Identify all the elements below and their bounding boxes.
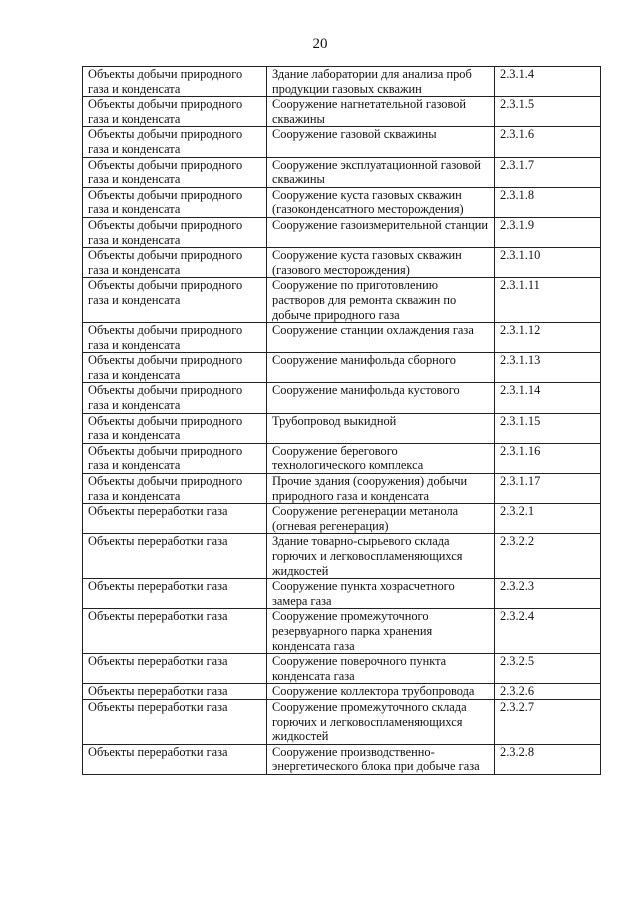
- table-row: [83, 67, 601, 97]
- object-category-cell: Объекты добычи природного газа и конденсата: [83, 187, 267, 217]
- object-category-cell: Объекты добычи природного газа и конденсата: [83, 413, 267, 443]
- object-code-cell: 2.3.2.4: [495, 609, 601, 654]
- object-name-cell: Сооружение промежуточного склада горючих и легковоспламеняющихся жидкостей: [267, 699, 495, 744]
- table-row: [83, 97, 601, 127]
- object-name-cell: Сооружение станции охлаждения газа: [267, 323, 495, 353]
- object-code-cell: 2.3.2.1: [495, 504, 601, 534]
- object-category-cell: Объекты добычи природного газа и конденсата: [83, 443, 267, 473]
- table-row: [83, 534, 601, 579]
- object-name-cell: Сооружение берегового технологического комплекса: [267, 443, 495, 473]
- object-category-cell: Объекты добычи природного газа и конденсата: [83, 248, 267, 278]
- table-row: [83, 383, 601, 413]
- object-registry-table: [82, 66, 601, 775]
- object-category-cell: Объекты добычи природного газа и конденсата: [83, 157, 267, 187]
- object-name-cell: Прочие здания (сооружения) добычи природного газа и конденсата: [267, 474, 495, 504]
- object-code-cell: 2.3.1.5: [495, 97, 601, 127]
- object-name-cell: Сооружение эксплуатационной газовой скважины: [267, 157, 495, 187]
- table-row: [83, 353, 601, 383]
- object-code-cell: 2.3.1.6: [495, 127, 601, 157]
- table-row: [83, 474, 601, 504]
- object-code-cell: 2.3.1.15: [495, 413, 601, 443]
- object-code-cell: 2.3.1.13: [495, 353, 601, 383]
- object-name-cell: Сооружение регенерации метанола (огневая регенерация): [267, 504, 495, 534]
- table-row: [83, 217, 601, 247]
- object-code-cell: 2.3.2.7: [495, 699, 601, 744]
- object-category-cell: Объекты добычи природного газа и конденсата: [83, 353, 267, 383]
- object-name-cell: Сооружение газовой скважины: [267, 127, 495, 157]
- table-row: [83, 744, 601, 774]
- object-code-cell: 2.3.1.17: [495, 474, 601, 504]
- object-name-cell: Сооружение куста газовых скважин (газоконденсатного месторождения): [267, 187, 495, 217]
- object-category-cell: Объекты добычи природного газа и конденсата: [83, 474, 267, 504]
- object-category-cell: Объекты добычи природного газа и конденсата: [83, 97, 267, 127]
- object-code-cell: 2.3.1.11: [495, 278, 601, 323]
- object-code-cell: 2.3.2.8: [495, 744, 601, 774]
- object-code-cell: 2.3.1.16: [495, 443, 601, 473]
- object-code-cell: 2.3.1.9: [495, 217, 601, 247]
- table-row: [83, 504, 601, 534]
- object-code-cell: 2.3.2.2: [495, 534, 601, 579]
- object-name-cell: Сооружение манифольда кустового: [267, 383, 495, 413]
- object-name-cell: Сооружение пункта хозрасчетного замера газа: [267, 579, 495, 609]
- object-code-cell: 2.3.1.10: [495, 248, 601, 278]
- object-name-cell: Сооружение производственно-энергетического блока при добыче газа: [267, 744, 495, 774]
- table-row: [83, 187, 601, 217]
- table-body: [83, 67, 601, 775]
- object-category-cell: Объекты добычи природного газа и конденсата: [83, 383, 267, 413]
- object-category-cell: Объекты переработки газа: [83, 684, 267, 700]
- object-code-cell: 2.3.2.6: [495, 684, 601, 700]
- object-name-cell: Сооружение поверочного пункта конденсата газа: [267, 654, 495, 684]
- object-category-cell: Объекты добычи природного газа и конденсата: [83, 323, 267, 353]
- table-row: [83, 278, 601, 323]
- object-category-cell: Объекты переработки газа: [83, 699, 267, 744]
- object-category-cell: Объекты добычи природного газа и конденсата: [83, 67, 267, 97]
- object-code-cell: 2.3.2.5: [495, 654, 601, 684]
- object-category-cell: Объекты переработки газа: [83, 534, 267, 579]
- table-row: [83, 157, 601, 187]
- object-code-cell: 2.3.1.12: [495, 323, 601, 353]
- object-name-cell: Сооружение коллектора трубопровода: [267, 684, 495, 700]
- table-row: [83, 323, 601, 353]
- object-code-cell: 2.3.1.7: [495, 157, 601, 187]
- object-name-cell: Трубопровод выкидной: [267, 413, 495, 443]
- object-code-cell: 2.3.1.14: [495, 383, 601, 413]
- table-row: [83, 248, 601, 278]
- object-category-cell: Объекты переработки газа: [83, 504, 267, 534]
- object-category-cell: Объекты добычи природного газа и конденсата: [83, 278, 267, 323]
- table-row: [83, 699, 601, 744]
- object-name-cell: Сооружение газоизмерительной станции: [267, 217, 495, 247]
- object-category-cell: Объекты переработки газа: [83, 654, 267, 684]
- object-name-cell: Здание товарно-сырьевого склада горючих и легковоспламеняющихся жидкостей: [267, 534, 495, 579]
- object-name-cell: Сооружение манифольда сборного: [267, 353, 495, 383]
- table-row: [83, 684, 601, 700]
- object-name-cell: Сооружение нагнетательной газовой скважины: [267, 97, 495, 127]
- table-row: [83, 609, 601, 654]
- object-code-cell: 2.3.2.3: [495, 579, 601, 609]
- table-row: [83, 579, 601, 609]
- object-category-cell: Объекты добычи природного газа и конденсата: [83, 217, 267, 247]
- page-number: 20: [312, 36, 328, 52]
- object-category-cell: Объекты переработки газа: [83, 744, 267, 774]
- table-row: [83, 127, 601, 157]
- table-row: [83, 443, 601, 473]
- object-name-cell: Здание лаборатории для анализа проб продукции газовых скважин: [267, 67, 495, 97]
- object-name-cell: Сооружение промежуточного резервуарного парка хранения конденсата газа: [267, 609, 495, 654]
- object-code-cell: 2.3.1.8: [495, 187, 601, 217]
- object-name-cell: Сооружение по приготовлению растворов для ремонта скважин по добыче природного газа: [267, 278, 495, 323]
- object-code-cell: 2.3.1.4: [495, 67, 601, 97]
- object-category-cell: Объекты переработки газа: [83, 609, 267, 654]
- object-category-cell: Объекты добычи природного газа и конденсата: [83, 127, 267, 157]
- table-row: [83, 654, 601, 684]
- object-name-cell: Сооружение куста газовых скважин (газового месторождения): [267, 248, 495, 278]
- object-category-cell: Объекты переработки газа: [83, 579, 267, 609]
- table-row: [83, 413, 601, 443]
